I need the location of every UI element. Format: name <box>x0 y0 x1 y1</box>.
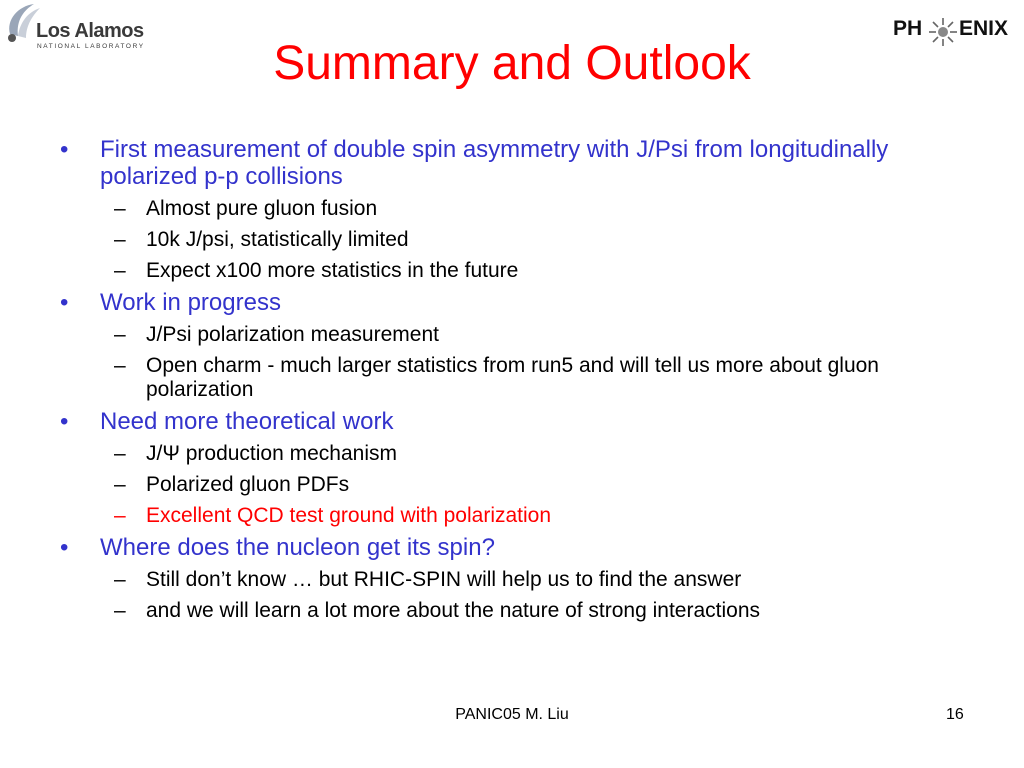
footer-presentation-info: PANIC05 M. Liu <box>455 706 569 723</box>
sub-item <box>100 473 976 497</box>
sub-item <box>100 228 976 252</box>
sub-item <box>100 323 976 347</box>
bullet-text: Where does the nucleon get its spin? <box>100 534 495 561</box>
sub-item <box>100 354 976 402</box>
bullet-marker: • <box>60 408 69 435</box>
dash-marker: – <box>114 228 126 251</box>
los-alamos-wordmark: Los Alamos <box>36 20 144 42</box>
sub-item-text: and we will learn a lot more about the nature of strong interactions <box>146 599 761 622</box>
bullet-list <box>56 130 976 623</box>
dash-marker: – <box>114 442 126 465</box>
dash-marker: – <box>114 599 126 622</box>
sub-item-text: Expect x100 more statistics in the future <box>146 259 519 282</box>
dash-marker: – <box>114 197 126 220</box>
los-alamos-subtitle: NATIONAL LABORATORY <box>37 43 145 50</box>
bullet-marker: • <box>60 136 69 163</box>
sub-item <box>100 599 976 623</box>
sub-item <box>100 568 976 592</box>
sub-item-text: Excellent QCD test ground with polarization <box>146 504 552 527</box>
sub-item <box>100 197 976 221</box>
slide-number: 16 <box>946 706 964 723</box>
sub-item-text: Polarized gluon PDFs <box>146 473 350 496</box>
sub-item-text: J/Ψ production mechanism <box>146 442 397 465</box>
slide-title: Summary and Outlook <box>273 37 751 90</box>
bullet-item <box>56 289 976 402</box>
sub-list <box>100 197 976 283</box>
bullet-text: Work in progress <box>100 289 281 316</box>
sub-item-text: 10k J/psi, statistically limited <box>146 228 409 251</box>
sub-item-text: Open charm - much larger statistics from run5 and will tell us more about gluon polarization <box>146 354 879 401</box>
bullet-item <box>56 408 976 528</box>
bullet-item <box>56 534 976 623</box>
bullet-marker: • <box>60 534 69 561</box>
dash-marker: – <box>114 354 126 377</box>
bullet-text: Need more theoretical work <box>100 408 394 435</box>
bullet-marker: • <box>60 289 69 316</box>
sub-item-text: Still don’t know … but RHIC-SPIN will help us to find the answer <box>146 568 742 591</box>
dash-marker: – <box>114 259 126 282</box>
phenix-logo-right-text: ENIX <box>959 17 1009 40</box>
dash-marker: – <box>114 568 126 591</box>
dash-marker: – <box>114 473 126 496</box>
sub-item-text: Almost pure gluon fusion <box>146 197 378 220</box>
sub-item-text: J/Psi polarization measurement <box>146 323 439 346</box>
sub-list <box>100 568 976 623</box>
bullet-item <box>56 136 976 283</box>
sub-list <box>100 442 976 528</box>
sub-item <box>100 442 976 466</box>
sub-list <box>100 323 976 402</box>
dash-marker: – <box>114 323 126 346</box>
phenix-logo-left-text: PH <box>893 17 923 40</box>
dash-marker: – <box>114 504 126 527</box>
sub-item <box>100 259 976 283</box>
bullet-text: First measurement of double spin asymmetry with J/Psi from longitudinally polarized p-p collisions <box>100 136 889 190</box>
sub-item-highlighted <box>100 504 976 528</box>
